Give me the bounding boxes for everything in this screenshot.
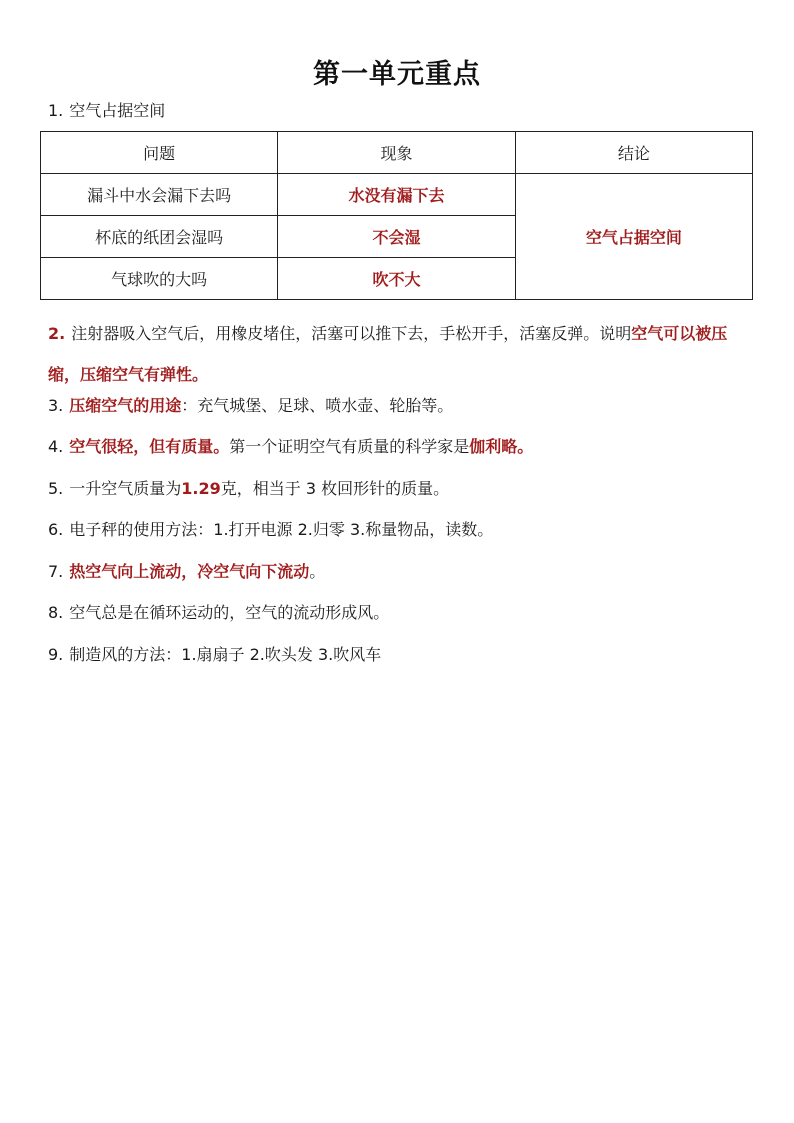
table-cell-question: 漏斗中水会漏下去吗 bbox=[41, 174, 278, 216]
table-cell-phenomenon: 水没有漏下去 bbox=[278, 174, 515, 216]
item-number: 6. bbox=[48, 520, 64, 539]
observation-table bbox=[40, 131, 753, 300]
table-header-phenomenon: 现象 bbox=[278, 132, 515, 174]
item-text: 制造风的方法：1.扇扇子 2.吹头发 3.吹风车 bbox=[69, 645, 382, 664]
item-number: 8. bbox=[48, 603, 64, 622]
item-4 bbox=[48, 437, 754, 457]
item-1 bbox=[48, 101, 754, 121]
table-row bbox=[41, 174, 753, 216]
table-header-row bbox=[41, 132, 753, 174]
item-highlight: 热空气向上流动，冷空气向下流动 bbox=[69, 562, 310, 581]
item-text: 空气占据空间 bbox=[69, 101, 166, 120]
item-9 bbox=[48, 645, 754, 665]
item-8 bbox=[48, 603, 754, 623]
table-cell-question: 杯底的纸团会湿吗 bbox=[41, 216, 278, 258]
item-5 bbox=[48, 479, 754, 499]
item-text: 电子秤的使用方法：1.打开电源 2.归零 3.称量物品，读数。 bbox=[69, 520, 494, 539]
item-number: 7. bbox=[48, 562, 64, 581]
table-cell-conclusion: 空气占据空间 bbox=[515, 174, 752, 300]
table-cell-phenomenon: 吹不大 bbox=[278, 258, 515, 300]
table-cell-question: 气球吹的大吗 bbox=[41, 258, 278, 300]
item-6 bbox=[48, 520, 754, 540]
item-text: 一升空气质量为 bbox=[69, 479, 182, 498]
item-text: 克，相当于 3 枚回形针的质量。 bbox=[220, 479, 450, 498]
item-text: 空气总是在循环运动的，空气的流动形成风。 bbox=[69, 603, 390, 622]
table-header-question: 问题 bbox=[41, 132, 278, 174]
item-number: 3. bbox=[48, 396, 64, 415]
table-cell-phenomenon: 不会湿 bbox=[278, 216, 515, 258]
item-text: 注射器吸入空气后，用橡皮堵住，活塞可以推下去，手松开手，活塞反弹。说明 bbox=[71, 324, 632, 343]
item-number: 4. bbox=[48, 437, 64, 456]
item-highlight-scientist: 伽利略。 bbox=[469, 437, 534, 456]
item-text: 。 bbox=[309, 562, 326, 581]
item-7 bbox=[48, 562, 754, 582]
item-highlight: 1.29 bbox=[181, 479, 221, 498]
item-number: 5. bbox=[48, 479, 64, 498]
item-highlight: 压缩空气的用途 bbox=[69, 396, 182, 415]
item-highlight: 空气可以被压缩，压缩空气有弹性。 bbox=[48, 324, 728, 384]
item-number: 2. bbox=[48, 324, 66, 343]
item-highlight: 空气很轻，但有质量。 bbox=[69, 437, 230, 456]
page-title: 第一单元重点 bbox=[313, 59, 481, 90]
item-2 bbox=[48, 313, 753, 395]
item-text: ：充气城堡、足球、喷水壶、轮胎等。 bbox=[181, 396, 454, 415]
table-header-conclusion: 结论 bbox=[515, 132, 752, 174]
item-number: 9. bbox=[48, 645, 64, 664]
item-number: 1. bbox=[48, 101, 64, 120]
item-3 bbox=[48, 396, 754, 416]
item-text: 第一个证明空气有质量的科学家是 bbox=[229, 437, 470, 456]
